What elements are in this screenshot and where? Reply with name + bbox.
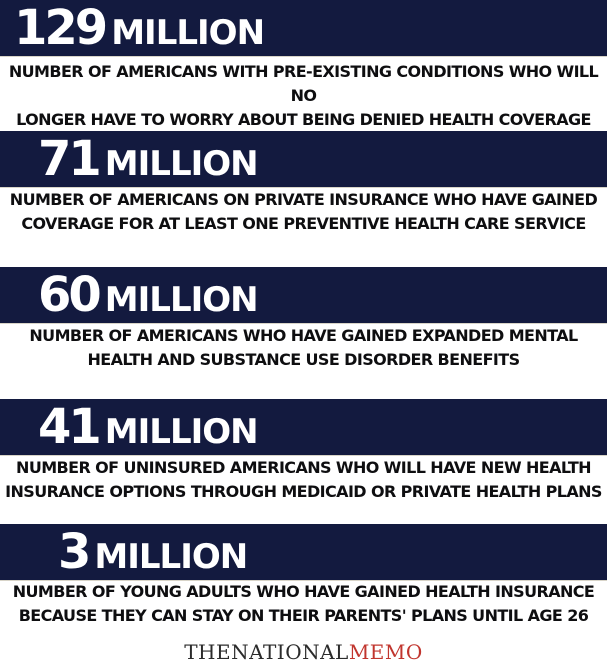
- stat-description-2: NUMBER OF AMERICANS ON PRIVATE INSURANCE WHO HAVE GAINED COVERAGE FOR AT LEAST ONE PREVENTIVE HEALTH CARE SERVICE: [9, 190, 598, 233]
- stat-heading-4: [38, 399, 258, 455]
- brand-national: NATIONAL: [231, 640, 349, 664]
- stat-heading-2: [38, 131, 258, 187]
- stat-unit-3: MILLION: [104, 280, 258, 320]
- stat-heading-5: [58, 524, 247, 580]
- stat-number-3: 60: [38, 267, 99, 323]
- stat-unit-4: MILLION: [104, 412, 258, 452]
- brand-logo: [0, 640, 607, 664]
- brand-the: THE: [184, 640, 232, 664]
- stat-heading-1: [14, 0, 264, 56]
- stat-unit-2: MILLION: [104, 144, 258, 184]
- stat-unit-5: MILLION: [94, 537, 248, 577]
- stat-description-4: NUMBER OF UNINSURED AMERICANS WHO WILL HAVE NEW HEALTH INSURANCE OPTIONS THROUGH MEDICAID OR PRIVATE HEALTH PLANS: [5, 458, 602, 501]
- stat-heading-3: [38, 267, 258, 323]
- stat-number-1: 129: [14, 0, 106, 56]
- stat-unit-1: MILLION: [111, 13, 265, 53]
- stat-description-5: NUMBER OF YOUNG ADULTS WHO HAVE GAINED HEALTH INSURANCE BECAUSE THEY CAN STAY ON THEIR PARENTS' PLANS UNTIL AGE 26: [12, 582, 595, 625]
- brand-memo: MEMO: [348, 640, 423, 664]
- stat-number-4: 41: [38, 399, 99, 455]
- stat-number-2: 71: [38, 131, 99, 187]
- stat-number-5: 3: [58, 524, 89, 580]
- stat-description-3: NUMBER OF AMERICANS WHO HAVE GAINED EXPANDED MENTAL HEALTH AND SUBSTANCE USE DISORDER BENEFITS: [29, 326, 578, 369]
- stat-description-1: NUMBER OF AMERICANS WITH PRE-EXISTING CONDITIONS WHO WILL NO LONGER HAVE TO WORRY ABOUT BEING DENIED HEALTH COVERAGE: [8, 62, 599, 129]
